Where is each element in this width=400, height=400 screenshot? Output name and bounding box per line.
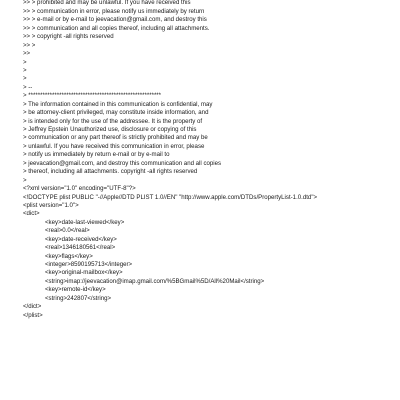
plist-key: <key>original-mailbox</key> (45, 269, 123, 277)
quoted-line: >> > communication in error, please notify us immediately by return (23, 7, 205, 15)
disclaimer-line: > jeevacation@gmail.com, and destroy this communication and all copies (23, 159, 222, 167)
quoted-line: >> > (23, 41, 36, 49)
disclaimer-line: > is intended only for the use of the addressee. It is the property of (23, 117, 203, 125)
doctype-line: <!DOCTYPE plist PUBLIC "-//Apple//DTD PLIST 1.0//EN" "http://www.apple.com/DTDs/PropertyList-1.0.dtd"> (23, 193, 318, 201)
xml-declaration: <?xml version="1.0" encoding="UTF-8"?> (23, 185, 136, 193)
disclaimer-line: > thereof, including all attachments. copyright -all rights reserved (23, 168, 198, 176)
dict-close-tag: </dict> (23, 303, 42, 311)
disclaimer-line: > communication or any part thereof is strictly prohibited and may be (23, 134, 208, 142)
disclaimer-line: > Jeffrey Epstein Unauthorized use, disclosure or copying of this (23, 126, 197, 133)
plist-value: <integer>8590195713</integer> (45, 261, 133, 268)
plist-open-tag: <plist version="1.0"> (23, 201, 79, 209)
quoted-line: >> > prohibited and may be unlawful. If you have received this (23, 0, 191, 7)
plist-key: <key>date-last-viewed</key> (45, 218, 125, 226)
quoted-line: > (23, 176, 27, 184)
plist-value: <real>1346180561</real> (45, 244, 116, 252)
plist-key: <key>remote-id</key> (45, 286, 106, 294)
quoted-line: > (23, 75, 27, 83)
quoted-line: >> > e-mail or by e-mail to jeevacation@gmail.com, and destroy this (23, 16, 207, 24)
plist-value: <string>242807</string> (45, 294, 112, 302)
quoted-line: >> > communication and all copies thereof, including all attachments. (23, 24, 210, 32)
plist-key: <key>date-received</key> (45, 235, 117, 243)
quoted-line: > (23, 58, 27, 66)
disclaimer-line: > The information contained in this communication is confidential, may (23, 100, 213, 108)
quoted-line: >> (23, 50, 31, 58)
plist-value: <real>0.0</real> (45, 227, 90, 235)
email-body-text (23, 0, 395, 320)
quoted-line: >> > copyright -all rights reserved (23, 33, 114, 41)
disclaimer-line: > unlawful. If you have received this communication in error, please (23, 142, 205, 150)
disclaimer-line: > be attorney-client privileged, may constitute inside information, and (23, 109, 209, 117)
signature-separator: > -- (23, 83, 33, 91)
quoted-line: > (23, 66, 27, 74)
plist-value: <string>imap://jeevacation@imap.gmail.com/%5BGmail%5D/All%20Mail</string> (45, 277, 265, 285)
plist-key: <key>flags</key> (45, 252, 93, 260)
asterisk-divider: > ******************************************************** (23, 92, 162, 100)
dict-open-tag: <dict> (23, 210, 40, 218)
disclaimer-line: > notify us immediately by return e-mail or by e-mail to (23, 151, 170, 159)
plist-close-tag: </plist> (23, 311, 43, 319)
